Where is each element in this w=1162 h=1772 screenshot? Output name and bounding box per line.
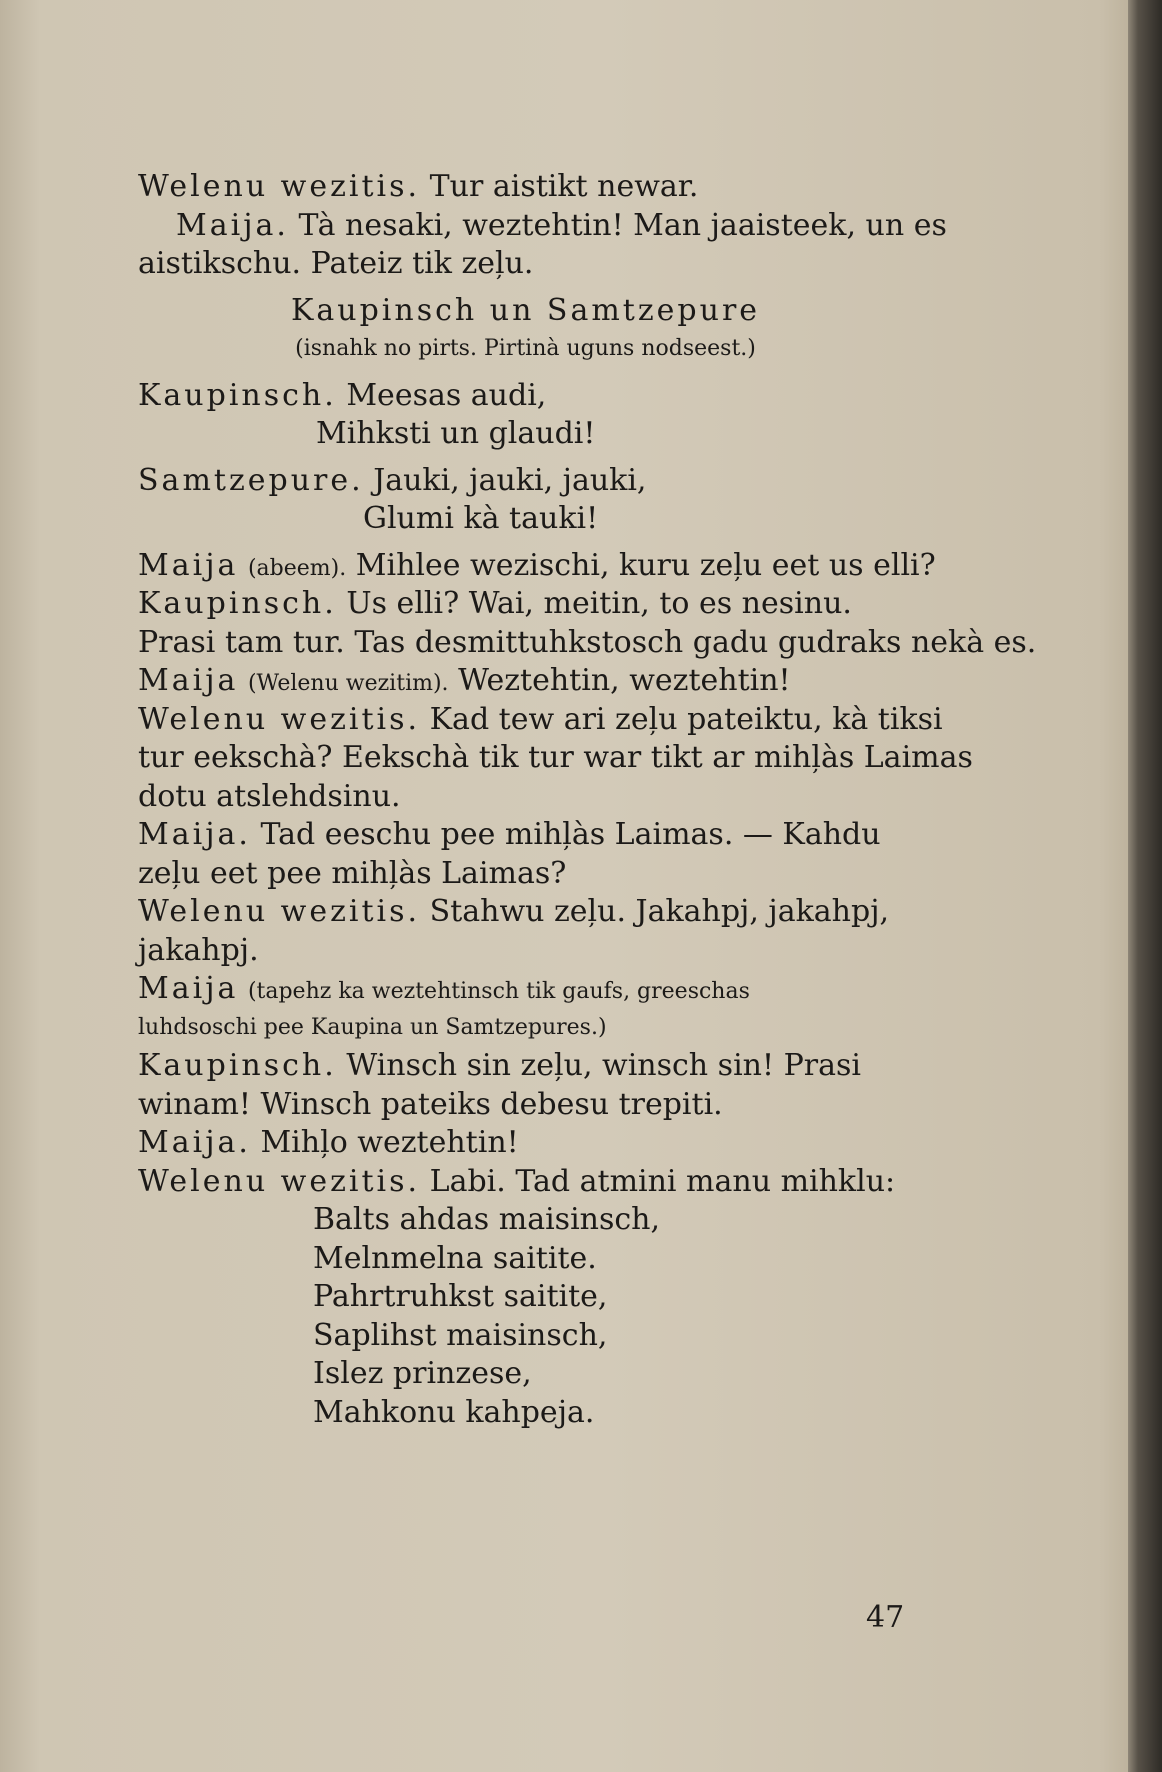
verse-line: Balts ahdas maisinsch, <box>313 1202 661 1237</box>
text-line <box>138 816 913 855</box>
text-line <box>138 1086 913 1125</box>
page-text <box>138 168 1037 1432</box>
text-line <box>138 168 913 207</box>
text-line <box>138 585 913 624</box>
stage-direction: (abeem). <box>247 555 347 581</box>
text-line <box>138 415 913 454</box>
text-line <box>138 377 913 416</box>
text-line <box>138 1163 913 1202</box>
speaker-name: Maija <box>138 547 239 583</box>
book-spine-edge <box>1128 0 1162 1772</box>
stage-direction: luhdsoschi pee Kaupina un Samtzepures.) <box>138 1014 607 1040</box>
text-line <box>138 1124 913 1163</box>
text-line <box>138 662 913 701</box>
line-text: Tur aistikt newar. <box>429 169 699 204</box>
line-text: Stahwu zeļu. Jakahpj, jakahpj, <box>429 894 890 929</box>
line-text: dotu atslehdsinu. <box>138 778 401 814</box>
text-line <box>138 624 1037 663</box>
stage-direction: (Welenu wezitim). <box>247 671 449 696</box>
text-line <box>138 500 913 539</box>
speaker-name: Kaupinsch. <box>138 377 337 413</box>
text-line <box>138 245 913 284</box>
text-line <box>138 547 936 586</box>
line-text: Meesas audi, <box>346 377 547 413</box>
verse-line: Pahrtruhkst saitite, <box>313 1279 608 1314</box>
speaker-name: Maija. <box>138 817 251 852</box>
verse-line: Mahkonu kahpeja. <box>313 1394 595 1430</box>
text-line <box>138 893 913 932</box>
speaker-name: Welenu wezitis. <box>138 894 421 929</box>
text-line <box>138 932 913 971</box>
speaker-name: Maija <box>138 971 239 1006</box>
line-text: Winsch sin zeļu, winsch sin! Prasi <box>346 1048 861 1083</box>
scene-heading: Kaupinsch un Samtzepure <box>290 292 761 328</box>
line-text: Labi. Tad atmini manu mihklu: <box>429 1163 896 1199</box>
line-text: Tad eeschu pee mihļàs Laimas. — Kahdu <box>260 817 881 852</box>
line-text: zeļu eet pee mihļàs Laimas? <box>138 855 567 891</box>
text-line <box>138 1047 913 1086</box>
stage-direction: (tapehz ka weztehtinsch tik gaufs, greeschas <box>247 979 750 1004</box>
line-text: aistikschu. Pateiz tik zeļu. <box>138 246 534 281</box>
speaker-name: Kaupinsch. <box>138 1048 337 1083</box>
line-text: Mihksti un glaudi! <box>316 416 596 451</box>
stage-direction: (isnahk no pirts. Pirtinà uguns nodseest.) <box>295 336 756 361</box>
line-text: Kad tew ari zeļu pateiktu, kà tiksi <box>429 701 943 737</box>
speaker-name: Welenu wezitis. <box>138 701 421 737</box>
speaker-name: Maija. <box>176 207 289 243</box>
speaker-name: Maija. <box>138 1125 251 1160</box>
line-text: tur eekschà? Eekschà tik tur war tikt ar mihļàs Laimas <box>138 740 973 775</box>
text-line <box>138 462 913 501</box>
line-text: Mihļo weztehtin! <box>260 1125 519 1160</box>
speaker-name: Welenu wezitis. <box>138 1163 421 1199</box>
line-text: jakahpj. <box>138 932 259 968</box>
speaker-name: Welenu wezitis. <box>138 169 421 204</box>
line-text: Us elli? Wai, meitin, to es nesinu. <box>346 586 852 621</box>
text-line <box>138 855 913 894</box>
page-number: 47 <box>866 1600 905 1635</box>
text-line <box>138 739 973 778</box>
line-text: Mihlee wezischi, kuru zeļu eet us elli? <box>355 547 936 583</box>
verse-line: Melnmelna saitite. <box>313 1240 597 1276</box>
line-text: Jauki, jauki, jauki, <box>373 462 647 498</box>
speaker-name: Samtzepure. <box>138 462 364 498</box>
line-text: Weztehtin, weztehtin! <box>458 663 791 698</box>
verse-line: Islez prinzese, <box>313 1356 532 1391</box>
line-text: Prasi tam tur. Tas desmittuhkstosch gadu gudraks nekà es. <box>138 624 1037 660</box>
line-text: Tà nesaki, weztehtin! Man jaaisteek, un es <box>298 207 947 243</box>
line-text: winam! Winsch pateiks debesu trepiti. <box>138 1086 723 1122</box>
text-line <box>138 1009 913 1048</box>
verse-line: Saplihst maisinsch, <box>313 1317 608 1353</box>
text-line <box>138 778 913 817</box>
speaker-name: Maija <box>138 663 239 698</box>
speaker-name: Kaupinsch. <box>138 586 337 621</box>
line-text: Glumi kà tauki! <box>363 501 599 536</box>
text-line <box>138 701 943 740</box>
text-line <box>138 207 947 246</box>
text-line <box>138 970 913 1009</box>
